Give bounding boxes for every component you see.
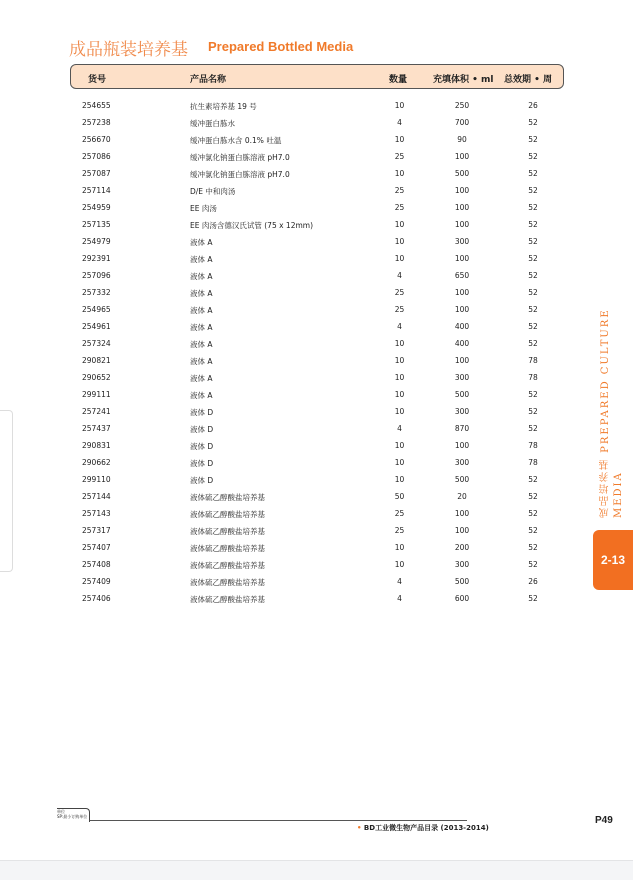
cell-shelf-life: 52 <box>528 237 538 246</box>
table-row <box>0 233 633 250</box>
cell-catalog-no: 290652 <box>82 373 111 382</box>
footer-unit-label: 单位 <box>57 809 65 814</box>
cell-catalog-no: 257409 <box>82 577 111 586</box>
cell-fill-volume: 400 <box>454 322 470 331</box>
table-row <box>0 131 633 148</box>
table-row <box>0 573 633 590</box>
cell-catalog-no: 257406 <box>82 594 111 603</box>
table-row <box>0 505 633 522</box>
cell-shelf-life: 52 <box>528 135 538 144</box>
cell-fill-volume: 300 <box>454 237 470 246</box>
cell-fill-volume: 400 <box>454 339 470 348</box>
cell-product-name: D/E 中和肉汤 <box>190 187 236 196</box>
cell-shelf-life: 52 <box>528 509 538 518</box>
cell-product-name: 液体硫乙醇酸盐培养基 <box>190 527 265 536</box>
cell-fill-volume: 500 <box>454 390 470 399</box>
cell-shelf-life: 52 <box>528 169 538 178</box>
footer-unit-tab <box>57 808 90 822</box>
header-catalog-no: 货号 <box>88 75 107 85</box>
cell-fill-volume: 100 <box>454 526 470 535</box>
cell-product-name: 液体 A <box>190 255 213 264</box>
cell-fill-volume: 300 <box>454 560 470 569</box>
cell-quantity: 4 <box>397 322 402 331</box>
cell-catalog-no: 257087 <box>82 169 111 178</box>
cell-shelf-life: 78 <box>528 441 538 450</box>
cell-product-name: 液体硫乙醇酸盐培养基 <box>190 544 265 553</box>
cell-shelf-life: 52 <box>528 186 538 195</box>
table-row <box>0 148 633 165</box>
cell-product-name: 缓冲氯化钠蛋白胨溶液 pH7.0 <box>190 153 290 162</box>
cell-shelf-life: 52 <box>528 407 538 416</box>
cell-shelf-life: 78 <box>528 373 538 382</box>
cell-shelf-life: 52 <box>528 492 538 501</box>
cell-shelf-life: 52 <box>528 288 538 297</box>
cell-quantity: 4 <box>397 271 402 280</box>
cell-catalog-no: 299111 <box>82 390 111 399</box>
cell-catalog-no: 257407 <box>82 543 111 552</box>
cell-shelf-life: 52 <box>528 271 538 280</box>
cell-product-name: 缓冲蛋白胨水 <box>190 119 235 128</box>
table-header <box>70 64 564 89</box>
cell-fill-volume: 250 <box>454 101 470 110</box>
cell-fill-volume: 100 <box>454 186 470 195</box>
cell-quantity: 10 <box>394 254 405 263</box>
cell-product-name: 液体 D <box>190 459 214 468</box>
table-row <box>0 318 633 335</box>
cell-quantity: 25 <box>394 305 405 314</box>
cell-quantity: 10 <box>394 356 405 365</box>
cell-catalog-no: 299110 <box>82 475 111 484</box>
cell-catalog-no: 254979 <box>82 237 111 246</box>
cell-product-name: 液体 D <box>190 408 214 417</box>
table-row <box>0 386 633 403</box>
table-row <box>0 471 633 488</box>
cell-fill-volume: 100 <box>454 220 470 229</box>
cell-product-name: 液体硫乙醇酸盐培养基 <box>190 578 265 587</box>
cell-fill-volume: 300 <box>454 373 470 382</box>
cell-product-name: 液体 A <box>190 340 213 349</box>
table-row <box>0 182 633 199</box>
cell-quantity: 10 <box>394 441 405 450</box>
side-panel <box>0 410 13 572</box>
cell-product-name: 液体 A <box>190 323 213 332</box>
cell-fill-volume: 600 <box>454 594 470 603</box>
cell-product-name: 液体 A <box>190 391 213 400</box>
cell-fill-volume: 100 <box>454 305 470 314</box>
cell-catalog-no: 257332 <box>82 288 111 297</box>
cell-quantity: 10 <box>394 560 405 569</box>
table-row <box>0 403 633 420</box>
cell-quantity: 4 <box>397 594 402 603</box>
table-row <box>0 267 633 284</box>
cell-product-name: 液体 D <box>190 476 214 485</box>
cell-fill-volume: 100 <box>454 288 470 297</box>
cell-fill-volume: 500 <box>454 577 470 586</box>
cell-product-name: 液体 A <box>190 272 213 281</box>
section-tab[interactable]: 2-13 <box>593 530 633 590</box>
cell-catalog-no: 254961 <box>82 322 111 331</box>
cell-quantity: 10 <box>394 373 405 382</box>
cell-quantity: 10 <box>394 237 405 246</box>
cell-fill-volume: 500 <box>454 169 470 178</box>
cell-catalog-no: 257408 <box>82 560 111 569</box>
cell-quantity: 10 <box>394 101 405 110</box>
cell-quantity: 10 <box>394 220 405 229</box>
table-row <box>0 216 633 233</box>
cell-quantity: 4 <box>397 118 402 127</box>
page-title-cn: 成品瓶装培养基 <box>69 40 188 60</box>
cell-product-name: 液体硫乙醇酸盐培养基 <box>190 595 265 604</box>
cell-quantity: 10 <box>394 458 405 467</box>
cell-catalog-no: 290821 <box>82 356 111 365</box>
cell-catalog-no: 290662 <box>82 458 111 467</box>
cell-product-name: 液体 A <box>190 238 213 247</box>
cell-shelf-life: 52 <box>528 475 538 484</box>
cell-catalog-no: 257143 <box>82 509 111 518</box>
cell-shelf-life: 52 <box>528 118 538 127</box>
cell-fill-volume: 100 <box>454 356 470 365</box>
cell-catalog-no: 257135 <box>82 220 111 229</box>
cell-shelf-life: 52 <box>528 594 538 603</box>
cell-fill-volume: 20 <box>457 492 467 501</box>
cell-shelf-life: 52 <box>528 322 538 331</box>
header-quantity: 数量 <box>389 75 408 85</box>
header-shelf-life: 总效期 • 周 <box>504 75 553 85</box>
cell-fill-volume: 200 <box>454 543 470 552</box>
cell-catalog-no: 257144 <box>82 492 111 501</box>
cell-shelf-life: 52 <box>528 526 538 535</box>
cell-product-name: 液体 A <box>190 289 213 298</box>
cell-quantity: 10 <box>394 407 405 416</box>
cell-quantity: 50 <box>394 492 405 501</box>
cell-quantity: 25 <box>394 186 405 195</box>
cell-product-name: 缓冲蛋白胨水含 0.1% 吐温 <box>190 136 282 145</box>
footer-unit-note: SP:最小订购单位 <box>57 814 88 819</box>
cell-quantity: 4 <box>397 424 402 433</box>
cell-catalog-no: 254655 <box>82 101 111 110</box>
cell-fill-volume: 300 <box>454 458 470 467</box>
cell-fill-volume: 650 <box>454 271 470 280</box>
cell-quantity: 25 <box>394 526 405 535</box>
cell-catalog-no: 256670 <box>82 135 111 144</box>
cell-product-name: 抗生素培养基 19 号 <box>190 102 257 111</box>
cell-product-name: 缓冲氯化钠蛋白胨溶液 pH7.0 <box>190 170 290 179</box>
cell-fill-volume: 90 <box>457 135 467 144</box>
cell-shelf-life: 26 <box>528 577 538 586</box>
cell-shelf-life: 78 <box>528 458 538 467</box>
bullet-icon: • <box>357 824 364 832</box>
side-section-label: 成品培养基 PREPARED CULTURE MEDIA <box>600 308 624 518</box>
cell-shelf-life: 26 <box>528 101 538 110</box>
table-row <box>0 590 633 607</box>
cell-shelf-life: 52 <box>528 305 538 314</box>
table-row <box>0 335 633 352</box>
cell-fill-volume: 500 <box>454 475 470 484</box>
cell-fill-volume: 100 <box>454 509 470 518</box>
cell-product-name: 液体 A <box>190 306 213 315</box>
table-row <box>0 522 633 539</box>
cell-quantity: 10 <box>394 475 405 484</box>
cell-catalog-no: 257096 <box>82 271 111 280</box>
cell-catalog-no: 257241 <box>82 407 111 416</box>
cell-shelf-life: 52 <box>528 220 538 229</box>
cell-shelf-life: 52 <box>528 152 538 161</box>
cell-catalog-no: 254959 <box>82 203 111 212</box>
table-row <box>0 454 633 471</box>
table-row <box>0 97 633 114</box>
table-row <box>0 165 633 182</box>
cell-shelf-life: 52 <box>528 203 538 212</box>
cell-fill-volume: 870 <box>454 424 470 433</box>
table-row <box>0 420 633 437</box>
footer-divider <box>90 820 467 821</box>
viewer-bottom-bar <box>0 860 633 880</box>
cell-catalog-no: 257437 <box>82 424 111 433</box>
cell-catalog-no: 257114 <box>82 186 111 195</box>
table-row <box>0 114 633 131</box>
cell-shelf-life: 52 <box>528 390 538 399</box>
cell-product-name: EE 肉汤含德汉氏试管 (75 x 12mm) <box>190 221 314 230</box>
table-row <box>0 488 633 505</box>
cell-quantity: 25 <box>394 152 405 161</box>
cell-catalog-no: 257317 <box>82 526 111 535</box>
cell-product-name: 液体 D <box>190 442 214 451</box>
header-fill-volume: 充填体积 • ml <box>433 75 494 85</box>
product-table <box>0 97 633 607</box>
cell-product-name: 液体硫乙醇酸盐培养基 <box>190 561 265 570</box>
table-row <box>0 301 633 318</box>
cell-shelf-life: 52 <box>528 560 538 569</box>
cell-catalog-no: 257086 <box>82 152 111 161</box>
table-row <box>0 199 633 216</box>
header-product-name: 产品名称 <box>190 75 227 85</box>
cell-fill-volume: 100 <box>454 441 470 450</box>
cell-catalog-no: 254965 <box>82 305 111 314</box>
cell-fill-volume: 700 <box>454 118 470 127</box>
table-row <box>0 369 633 386</box>
cell-fill-volume: 300 <box>454 407 470 416</box>
cell-product-name: 液体 A <box>190 357 213 366</box>
cell-quantity: 10 <box>394 390 405 399</box>
cell-product-name: 液体 A <box>190 374 213 383</box>
page-number: P49 <box>595 815 613 826</box>
cell-shelf-life: 78 <box>528 356 538 365</box>
cell-fill-volume: 100 <box>454 152 470 161</box>
cell-catalog-no: 257238 <box>82 118 111 127</box>
table-row <box>0 352 633 369</box>
footer-catalog <box>357 823 489 833</box>
footer-catalog-text: BD工业微生物产品目录 (2013-2014) <box>363 824 489 832</box>
cell-product-name: 液体硫乙醇酸盐培养基 <box>190 510 265 519</box>
cell-catalog-no: 290831 <box>82 441 111 450</box>
cell-quantity: 4 <box>397 577 402 586</box>
cell-quantity: 10 <box>394 169 405 178</box>
cell-quantity: 25 <box>394 509 405 518</box>
cell-catalog-no: 257324 <box>82 339 111 348</box>
cell-product-name: 液体 D <box>190 425 214 434</box>
cell-fill-volume: 100 <box>454 203 470 212</box>
cell-product-name: 液体硫乙醇酸盐培养基 <box>190 493 265 502</box>
cell-product-name: EE 肉汤 <box>190 204 217 213</box>
cell-quantity: 10 <box>394 135 405 144</box>
cell-catalog-no: 292391 <box>82 254 111 263</box>
page-title-en: Prepared Bottled Media <box>208 39 354 54</box>
cell-shelf-life: 52 <box>528 339 538 348</box>
cell-shelf-life: 52 <box>528 543 538 552</box>
cell-quantity: 25 <box>394 288 405 297</box>
cell-shelf-life: 52 <box>528 424 538 433</box>
cell-quantity: 10 <box>394 339 405 348</box>
table-row <box>0 539 633 556</box>
table-row <box>0 437 633 454</box>
cell-shelf-life: 52 <box>528 254 538 263</box>
table-row <box>0 250 633 267</box>
cell-fill-volume: 100 <box>454 254 470 263</box>
table-row <box>0 556 633 573</box>
cell-quantity: 10 <box>394 543 405 552</box>
table-row <box>0 284 633 301</box>
cell-quantity: 25 <box>394 203 405 212</box>
